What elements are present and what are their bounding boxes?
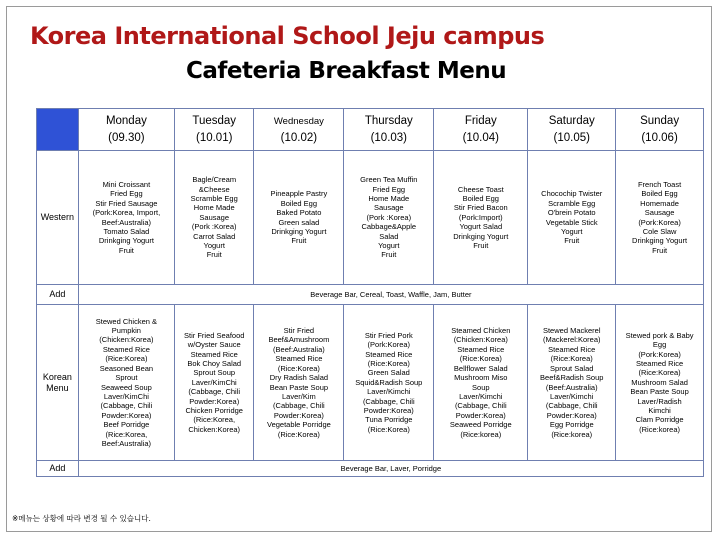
menu-item-line: (Pork:Import)	[458, 212, 503, 222]
menu-item-line: Laver/Kim	[282, 391, 316, 401]
breakfast-menu-table	[36, 108, 704, 477]
menu-item-line: Bagle/Cream	[192, 175, 237, 185]
menu-item-line: (Pork :Korea)	[366, 212, 412, 222]
menu-item-line: (Rice:korea)	[460, 429, 502, 439]
menu-item-line: Bean Paste Soup	[269, 382, 329, 392]
menu-item-line: Beef&Radish Soup	[540, 373, 604, 383]
menu-item-line: Fried Egg	[110, 189, 143, 199]
menu-item-line: (Beef:Australia)	[273, 344, 325, 354]
korean-menu-wednesday	[254, 305, 344, 461]
menu-item-line: Steamed Rice	[365, 349, 413, 359]
menu-item-line: (Mackerel:Korea)	[542, 335, 601, 345]
korean-menu-saturday	[528, 305, 616, 461]
western-menu-saturday	[528, 151, 616, 285]
menu-item-line: Chocochip Twister	[541, 189, 603, 199]
menu-item-line: Scramble Egg	[548, 198, 596, 208]
menu-item-line: (Rice:Korea)	[459, 354, 502, 364]
menu-item-line: Egg	[652, 340, 667, 350]
menu-item-line: Fruit	[652, 245, 668, 255]
menu-item-line: (Pork :Korea)	[191, 222, 237, 232]
menu-item-line: Drinkging Yogurt	[98, 236, 154, 246]
menu-item-line: (Pork:Korea, Import,	[92, 208, 161, 218]
menu-item-line: Yogurt	[378, 241, 400, 251]
menu-item-line: Laver/Radish	[637, 396, 682, 406]
menu-item-line: Pumpkin	[111, 326, 141, 336]
western-menu-friday	[434, 151, 528, 285]
menu-item-line: Steamed Rice	[275, 354, 323, 364]
menu-item-line: Fruit	[291, 236, 307, 246]
menu-item-line: (Rice:Korea)	[277, 429, 320, 439]
menu-item-line: w/Oyster Sauce	[187, 340, 241, 350]
menu-item-line: (Rice:Korea)	[550, 354, 593, 364]
menu-item-line: (Rice:Korea)	[367, 424, 410, 434]
menu-item-line: Cheese Toast	[457, 184, 504, 194]
korean-menu-thursday	[344, 305, 434, 461]
western-menu-thursday	[344, 151, 434, 285]
menu-item-line: Clam Porridge	[635, 415, 684, 425]
menu-item-line: Fruit	[473, 241, 489, 251]
day-header-row	[37, 109, 704, 151]
menu-item-line: Steamed Rice	[102, 344, 150, 354]
menu-item-line: Steamed Rice	[548, 344, 596, 354]
menu-item-line: Sprout Soup	[193, 368, 236, 378]
menu-item-line: Pineapple Pastry	[270, 189, 328, 199]
korean-menu-tuesday	[174, 305, 253, 461]
menu-item-line: Home Made	[368, 193, 410, 203]
menu-item-line: Stir Fried Pork	[364, 330, 413, 340]
menu-item-line: (Rice:Korea,	[105, 429, 148, 439]
menu-item-line: Powder:Korea)	[101, 410, 152, 420]
menu-item-line: Soup	[472, 382, 490, 392]
menu-item-line: Mini Croissant	[102, 179, 151, 189]
menu-item-line: Yogurt Salad	[459, 222, 503, 232]
western-row	[37, 151, 704, 285]
menu-item-line: Chicken Porridge	[185, 406, 243, 416]
menu-item-line: (Rice:Korea)	[277, 363, 320, 373]
western-add-items: Beverage Bar, Cereal, Toast, Waffle, Jam, Butter	[78, 285, 703, 305]
menu-item-line: Seaweed Soup	[100, 382, 152, 392]
menu-item-line: Powder:Korea)	[363, 406, 414, 416]
menu-item-line: Yogurt	[203, 241, 225, 251]
menu-item-line: Seaweed Porridge	[449, 420, 512, 430]
menu-item-line: Fried Egg	[372, 184, 406, 194]
menu-item-line: Dry Radish Salad	[269, 373, 329, 383]
day-header-saturday: Saturday (10.05)	[528, 109, 616, 151]
menu-item-line: Powder:Korea)	[546, 410, 597, 420]
menu-item-line: Beef:Australia)	[101, 438, 151, 448]
menu-item-line: Sausage	[644, 208, 675, 218]
menu-item-line: Bok Choy Salad	[187, 358, 242, 368]
menu-item-line: Stir Fried	[283, 326, 315, 336]
menu-item-line: Salad	[379, 231, 399, 241]
menu-item-line: Laver/KimChi	[191, 377, 237, 387]
menu-item-line: Powder:Korea)	[455, 410, 506, 420]
menu-item-line: Stir Fried Seafood	[183, 330, 245, 340]
menu-item-line: Sausage	[373, 203, 404, 213]
menu-item-line: Stewed Chicken &	[95, 316, 158, 326]
menu-item-line: Steamed Rice	[190, 349, 238, 359]
menu-item-line: Boiled Egg	[462, 193, 499, 203]
korean-add-items: Beverage Bar, Laver, Porridge	[78, 461, 703, 477]
menu-item-line: Squid&Radish Soup	[355, 377, 423, 387]
menu-item-line: Laver/Kimchi	[367, 387, 411, 397]
menu-item-line: Laver/Kimchi	[550, 391, 594, 401]
menu-item-line: Drinkging Yogurt	[632, 236, 688, 246]
menu-item-line: Baked Potato	[276, 208, 322, 218]
menu-item-line: Steamed Rice	[636, 358, 684, 368]
school-title: Korea International School Jeju campus	[30, 22, 545, 50]
footer-note: ※메뉴는 상황에 따라 변경 될 수 있습니다.	[12, 514, 151, 523]
menu-item-line: (Pork:Korea)	[638, 349, 681, 359]
menu-item-line: (Beef:Australia)	[545, 382, 598, 392]
menu-item-line: Laver/KimChi	[103, 391, 149, 401]
menu-title: Cafeteria Breakfast Menu	[186, 58, 507, 84]
korean-add-row	[37, 461, 704, 477]
menu-item-line: Scramble Egg	[190, 193, 238, 203]
day-header-monday: Monday (09.30)	[78, 109, 174, 151]
korean-menu-monday	[78, 305, 174, 461]
western-menu-tuesday	[174, 151, 253, 285]
menu-item-line: (Rice:Korea,	[193, 415, 236, 425]
menu-item-line: Drinkging Yogurt	[453, 231, 509, 241]
day-header-wednesday: Wednesday (10.02)	[254, 109, 344, 151]
western-row-label: Western	[37, 151, 79, 285]
menu-item-line: Boiled Egg	[641, 189, 678, 199]
day-header-sunday: Sunday (10.06)	[616, 109, 704, 151]
menu-item-line: (Rice:Korea)	[638, 368, 681, 378]
menu-item-line: Steamed Rice	[457, 344, 505, 354]
menu-item-line: Fruit	[118, 245, 134, 255]
menu-item-line: (Chicken:Korea)	[99, 335, 154, 345]
korean-menu-friday	[434, 305, 528, 461]
menu-item-line: (Cabbage, Chili	[273, 401, 325, 411]
menu-item-line: Tuna Porridge	[365, 415, 413, 425]
menu-item-line: Bellflower Salad	[453, 363, 508, 373]
menu-item-line: Powder:Korea)	[189, 396, 240, 406]
menu-item-line: Powder:Korea)	[273, 410, 324, 420]
menu-item-line: Chicken:Korea)	[188, 424, 241, 434]
menu-item-line: (Rice:Korea)	[367, 358, 410, 368]
menu-item-line: Fruit	[381, 250, 397, 260]
menu-item-line: Beef:Australia)	[101, 217, 151, 227]
menu-item-line: Cabbage&Apple	[361, 222, 417, 232]
korean-row	[37, 305, 704, 461]
header-corner	[37, 109, 79, 151]
menu-item-line: Mushroom Miso	[454, 373, 508, 383]
menu-item-line: &Cheese	[198, 184, 230, 194]
korean-row-label: Korean Menu	[37, 305, 79, 461]
menu-item-line: Kimchi	[648, 406, 671, 416]
menu-item-line: Stewed Mackerel	[542, 326, 601, 336]
day-header-friday: Friday (10.04)	[434, 109, 528, 151]
menu-item-line: Bean Paste Soup	[630, 387, 689, 397]
menu-item-line: Green salad	[278, 217, 320, 227]
menu-item-line: Seasoned Bean	[99, 363, 154, 373]
korean-add-label: Add	[37, 461, 79, 477]
menu-item-line: (Rice:Korea)	[105, 354, 148, 364]
menu-item-line: (Pork:Korea)	[638, 217, 681, 227]
day-header-thursday: Thursday (10.03)	[344, 109, 434, 151]
menu-item-line: Yogurt	[561, 226, 583, 236]
menu-item-line: Stir Fried Sausage	[95, 198, 158, 208]
menu-item-line: Stir Fried Bacon	[453, 203, 508, 213]
menu-item-line: Sprout	[115, 373, 138, 383]
menu-item-line: (Cabbage, Chili	[188, 387, 241, 397]
menu-item-line: Sausage	[199, 212, 230, 222]
menu-item-line: Carrot Salad	[193, 231, 236, 241]
menu-item-line: Mushroom Salad	[631, 377, 688, 387]
menu-item-line: Boiled Egg	[280, 198, 318, 208]
menu-item-line: Steamed Chicken	[451, 326, 511, 336]
menu-item-line: Tomato Salad	[103, 226, 150, 236]
menu-item-line: Home Made	[193, 203, 235, 213]
menu-item-line: Green Salad	[367, 368, 410, 378]
menu-item-line: Egg Porridge	[549, 420, 594, 430]
menu-item-line: (Cabbage, Chili	[545, 401, 598, 411]
menu-item-line: (Cabbage, Chili	[100, 401, 153, 411]
menu-item-line: Vegetable Stick	[545, 217, 598, 227]
western-menu-monday	[78, 151, 174, 285]
western-add-row	[37, 285, 704, 305]
menu-item-line: Beef&Amushroom	[268, 335, 330, 345]
menu-item-line: (Chicken:Korea)	[453, 335, 508, 345]
western-menu-sunday	[616, 151, 704, 285]
korean-menu-sunday	[616, 305, 704, 461]
western-menu-wednesday	[254, 151, 344, 285]
western-add-label: Add	[37, 285, 79, 305]
menu-item-line: (Cabbage, Chili	[362, 396, 415, 406]
menu-item-line: Fruit	[206, 250, 222, 260]
menu-item-line: French Toast	[637, 179, 682, 189]
menu-item-line: (Rice:korea)	[551, 429, 593, 439]
menu-item-line: Laver/Kimchi	[459, 391, 503, 401]
menu-item-line: (Pork:Korea)	[367, 340, 411, 350]
menu-item-line: (Cabbage, Chili	[454, 401, 507, 411]
menu-item-line: O'brein Potato	[547, 208, 596, 218]
menu-item-line: Sprout Salad	[550, 363, 594, 373]
menu-item-line: Cole Slaw	[642, 226, 677, 236]
menu-item-line: Drinkging Yogurt	[271, 226, 327, 236]
menu-item-line: Beef Porridge	[103, 420, 150, 430]
menu-item-line: Green Tea Muffin	[360, 175, 418, 185]
menu-item-line: Fruit	[564, 236, 580, 246]
menu-item-line: Stewed pork & Baby	[625, 330, 694, 340]
menu-item-line: Homemade	[640, 198, 679, 208]
menu-item-line: Vegetable Porridge	[266, 420, 331, 430]
menu-item-line: (Rice:korea)	[639, 424, 680, 434]
day-header-tuesday: Tuesday (10.01)	[174, 109, 253, 151]
